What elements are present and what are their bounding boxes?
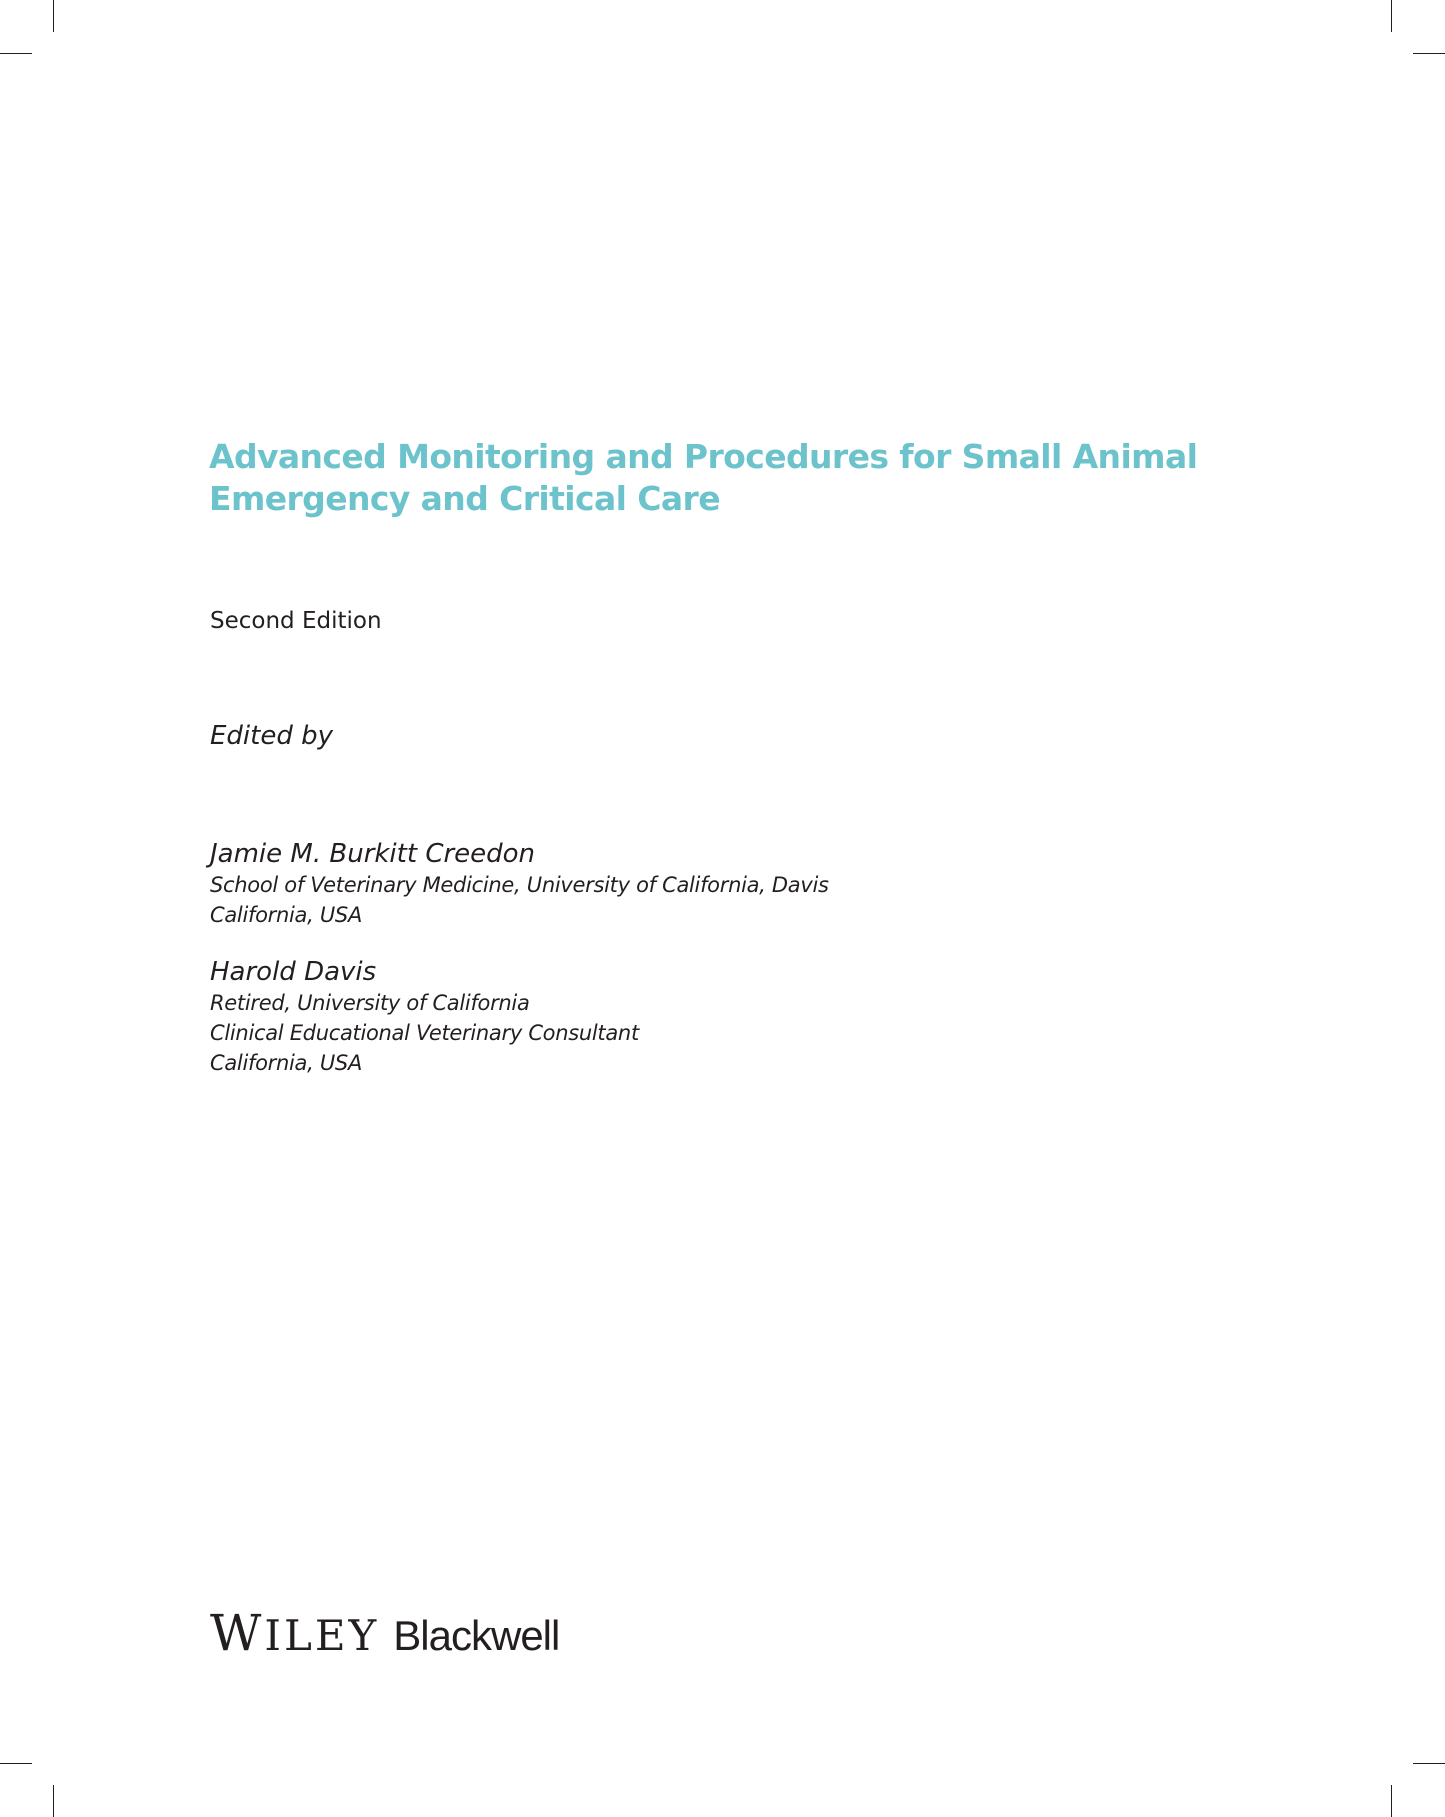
editor-entry <box>210 838 829 930</box>
publisher-logo <box>210 1604 559 1662</box>
editor-entry <box>210 956 639 1078</box>
editor-affiliation: California, USA <box>210 1051 363 1075</box>
editor-affiliation: Retired, University of California <box>210 991 530 1015</box>
book-title-line-2: Emergency and Critical Care <box>209 479 720 518</box>
book-title-line-1: Advanced Monitoring and Procedures for Small Animal <box>209 437 1198 476</box>
edited-by-label: Edited by <box>210 721 334 751</box>
crop-mark-bottom-right-horizontal <box>1413 1763 1445 1764</box>
edition-label: Second Edition <box>210 608 382 634</box>
editor-affiliation: Clinical Educational Veterinary Consultant <box>210 1021 639 1045</box>
imprint-name: Blackwell <box>393 1612 560 1659</box>
wiley-wordmark <box>210 1604 379 1662</box>
crop-mark-bottom-left-vertical <box>53 1785 54 1817</box>
wiley-initial: W <box>210 1604 265 1662</box>
wiley-rest: ILEY <box>264 1611 380 1660</box>
editor-name: Harold Davis <box>210 957 377 987</box>
crop-mark-top-left-vertical <box>53 0 54 32</box>
editor-name: Jamie M. Burkitt Creedon <box>210 839 536 869</box>
editor-affiliation: California, USA <box>210 903 363 927</box>
crop-mark-bottom-left-horizontal <box>0 1763 32 1764</box>
book-title <box>209 436 1209 520</box>
crop-mark-top-left-horizontal <box>0 53 32 54</box>
crop-mark-bottom-right-vertical <box>1391 1785 1392 1817</box>
crop-mark-top-right-vertical <box>1391 0 1392 32</box>
crop-mark-top-right-horizontal <box>1413 53 1445 54</box>
editor-affiliation: School of Veterinary Medicine, University of California, Davis <box>210 873 829 897</box>
